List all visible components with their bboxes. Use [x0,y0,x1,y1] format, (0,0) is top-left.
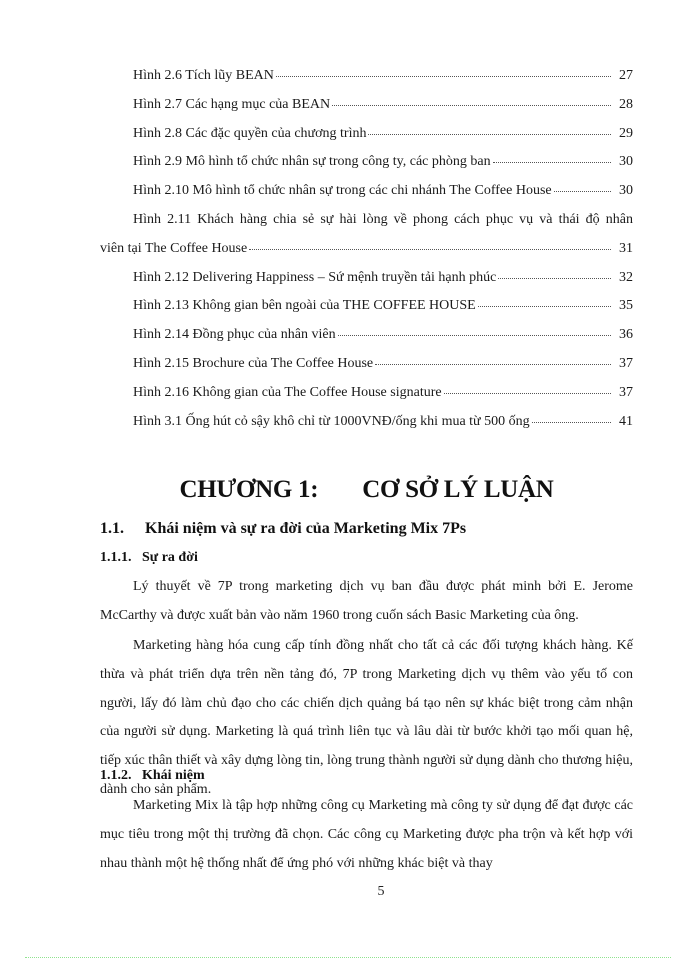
dot-leader [493,151,611,165]
toc-entry-label: Hình 2.10 Mô hình tổ chức nhân sự trong các chi nhánh The Coffee House [133,183,552,199]
toc-entry-label: Hình 2.15 Brochure của The Coffee House [133,355,374,371]
toc-entry-label: Hình 2.6 Tích lũy BEAN [133,68,274,83]
toc-entry-label: Hình 2.16 Không gian của The Coffee House signature [133,384,442,400]
chapter-title: CƠ SỞ LÝ LUẬN [362,476,554,503]
toc-entry-label: Hình 2.7 Các hạng mục của BEAN [133,96,331,112]
toc-entry[interactable] [100,408,633,437]
toc-entry-page: 37 [619,355,633,371]
toc-entry-page: 31 [619,240,633,256]
body-paragraph: Marketing Mix là tập hợp những công cụ Marketing mà công ty sử dụng để đạt được các mục tiêu trong một thị trường đã chọn. Các công cụ Marketing được pha trộn và kết hợp với nhau thành một hệ thống nhất để ứng phó với những khác biệt và thay [100,798,633,871]
dot-leader [375,353,611,367]
toc-entry-label: Hình 2.14 Đồng phục của nhân viên [133,327,336,343]
toc-entry-page: 28 [619,96,633,112]
toc-entry-label: Hình 2.12 Delivering Happiness – Sứ mệnh truyền tải hạnh phúc [133,269,497,285]
table-of-figures [100,62,633,436]
toc-entry[interactable] [100,206,633,264]
toc-entry-page: 30 [619,154,633,170]
toc-entry[interactable] [100,292,633,321]
toc-entry-page: 32 [619,269,633,285]
section-number: 1.1. [100,520,124,537]
section-number: 1.1.2. [100,768,132,783]
toc-entry-line2 [100,235,633,264]
section-heading-1-1-2 [100,766,205,786]
toc-entry[interactable] [100,350,633,379]
dot-leader [276,65,611,79]
dot-leader [498,267,611,281]
toc-entry[interactable] [100,62,633,91]
page-number: 5 [377,884,385,899]
section-title: Khái niệm và sự ra đời của Marketing Mix 7Ps [145,520,467,537]
body-paragraph: Lý thuyết về 7P trong marketing dịch vụ ban đầu được phát minh bởi E. Jerome McCarthy và được xuất bản vào năm 1960 trong cuốn sách Basic Marketing của ông. [100,579,633,623]
toc-entry[interactable] [100,148,633,177]
toc-entry-label-line2: viên tại The Coffee House [100,240,248,256]
body-paragraph: Marketing hàng hóa cung cấp tính đồng nhất cho tất cả các đối tượng khách hàng. Kế thừa và phát triển dựa trên nền tảng đó, 7P trong Marketing dịch vụ thêm vào yếu tố con người, lấy đó làm chủ đạo cho các chiến dịch quảng bá tạo nên sự khác biệt trong cảm nhận của người sử dụng. Marketing là quá trình liên tục và lâu dài từ bước khởi tạo mối quan hệ, tiếp xúc thân thiết và xây dựng lòng tin, lòng trung thành người sử dụng dành cho thương hiệu, dành cho sản phẩm. [100,638,633,797]
dot-leader [332,94,611,108]
toc-entry[interactable] [100,91,633,120]
dot-leader [338,324,611,338]
toc-entry[interactable] [100,120,633,149]
toc-entry-label: Hình 2.13 Không gian bên ngoài của THE COFFEE HOUSE [133,298,476,314]
toc-entry-label: Hình 3.1 Ống hút cỏ sậy khô chỉ từ 1000VNĐ/ống khi mua từ 500 ống [133,413,530,429]
dot-leader [368,123,611,137]
section-heading-1-1 [100,518,466,540]
section-heading-1-1-1 [100,548,198,568]
toc-entry-page: 30 [619,183,633,199]
toc-entry-page: 41 [619,413,633,429]
dot-leader [532,411,611,425]
dot-leader [478,295,611,309]
section-title: Khái niệm [142,768,205,783]
toc-entry-label: Hình 2.8 Các đặc quyền của chương trình [133,125,367,141]
page-bottom-boundary [25,957,671,958]
chapter-heading [100,474,633,506]
dot-leader [554,180,611,194]
toc-entry-label: Hình 2.9 Mô hình tổ chức nhân sự trong công ty, các phòng ban [133,154,491,170]
toc-entry[interactable] [100,177,633,206]
chapter-number: CHƯƠNG 1: [179,476,319,503]
dot-leader [444,382,611,396]
toc-entry[interactable] [100,379,633,408]
toc-entry-label-line1: Hình 2.11 Khách hàng chia sẻ sự hài lòng về phong cách phục vụ và thái độ nhân [133,211,633,227]
toc-entry-page: 29 [619,125,633,141]
toc-entry[interactable] [100,264,633,293]
toc-entry-page: 35 [619,298,633,314]
dot-leader [249,238,611,252]
section-title: Sự ra đời [142,550,198,565]
toc-entry-page: 37 [619,384,633,400]
toc-entry-page: 36 [619,327,633,343]
toc-entry[interactable] [100,321,633,350]
toc-entry-page: 27 [619,68,633,83]
section-number: 1.1.1. [100,550,132,565]
